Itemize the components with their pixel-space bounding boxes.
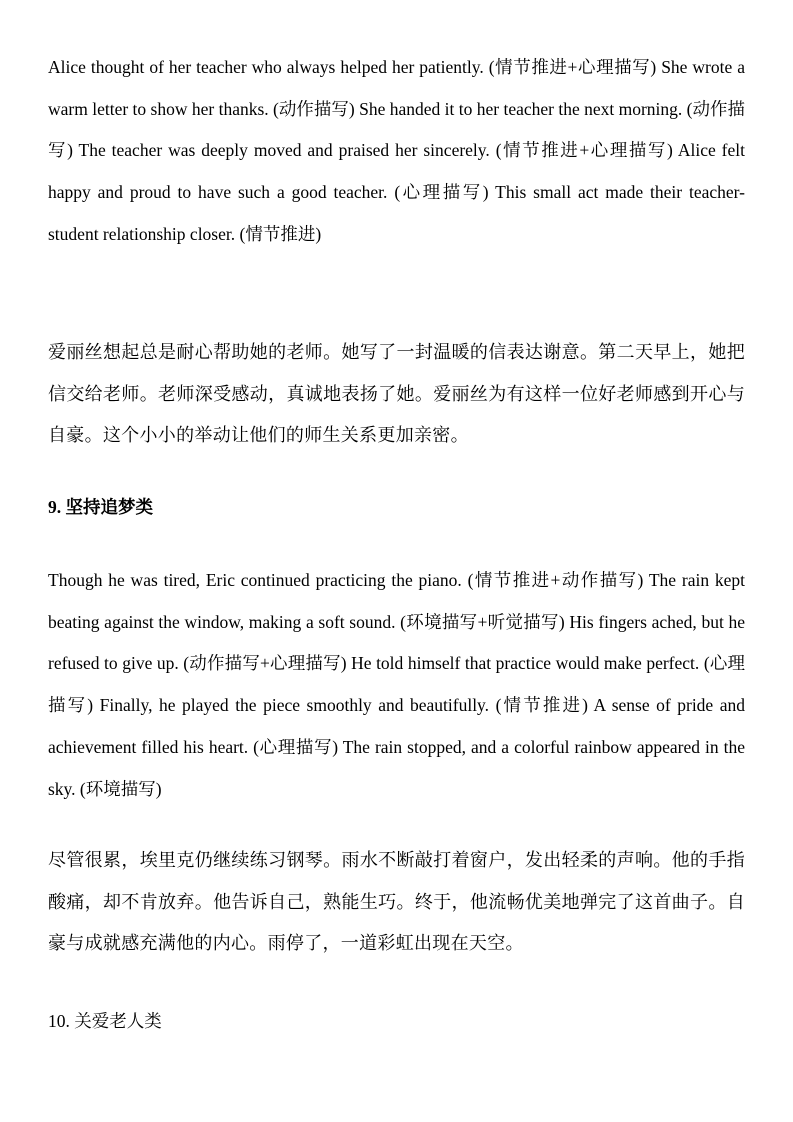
story-paragraph-english-1: Alice thought of her teacher who always helped her patiently. (情节推进+心理描写) She wrote a warm letter to show her thanks. (动作描写) She handed it to her teacher the next morning. (动作描写) The teacher was deeply moved and praised her sincerely. (情节推进+心理描写) Alice felt happy and proud to have such a good teacher. (心理描写) This small act made their teacher-student relationship closer. (情节推进): [48, 57, 745, 244]
story-paragraph-english-2: Though he was tired, Eric continued practicing the piano. (情节推进+动作描写) The rain kept beating against the window, making a soft sound. (环境描写+听觉描写) His fingers ached, but he refused to give up. (动作描写+心理描写) He told himself that practice would make perfect. (心理描写) Finally, he played the piece smoothly and beautifully. (情节推进) A sense of pride and achievement filled his heart. (心理描写) The rain stopped, and a colorful rainbow appeared in the sky. (环境描写): [48, 570, 745, 799]
story-paragraph-chinese-1: 爱丽丝想起总是耐心帮助她的老师。她写了一封温暖的信表达谢意。第二天早上，她把信交给老师。老师深受感动，真诚地表扬了她。爱丽丝为有这样一位好老师感到开心与自豪。这个小小的举动让他们的师生关系更加亲密。: [48, 342, 745, 445]
section-heading-9: 9. 坚持追梦类: [48, 497, 153, 517]
story-paragraph-chinese-2: 尽管很累，埃里克仍继续练习钢琴。雨水不断敲打着窗户，发出轻柔的声响。他的手指酸痛，却不肯放弃。他告诉自己，熟能生巧。终于，他流畅优美地弹完了这首曲子。自豪与成就感充满他的内心。雨停了，一道彩虹出现在天空。: [48, 850, 745, 953]
section-heading-10: 10. 关爱老人类: [48, 1011, 162, 1031]
